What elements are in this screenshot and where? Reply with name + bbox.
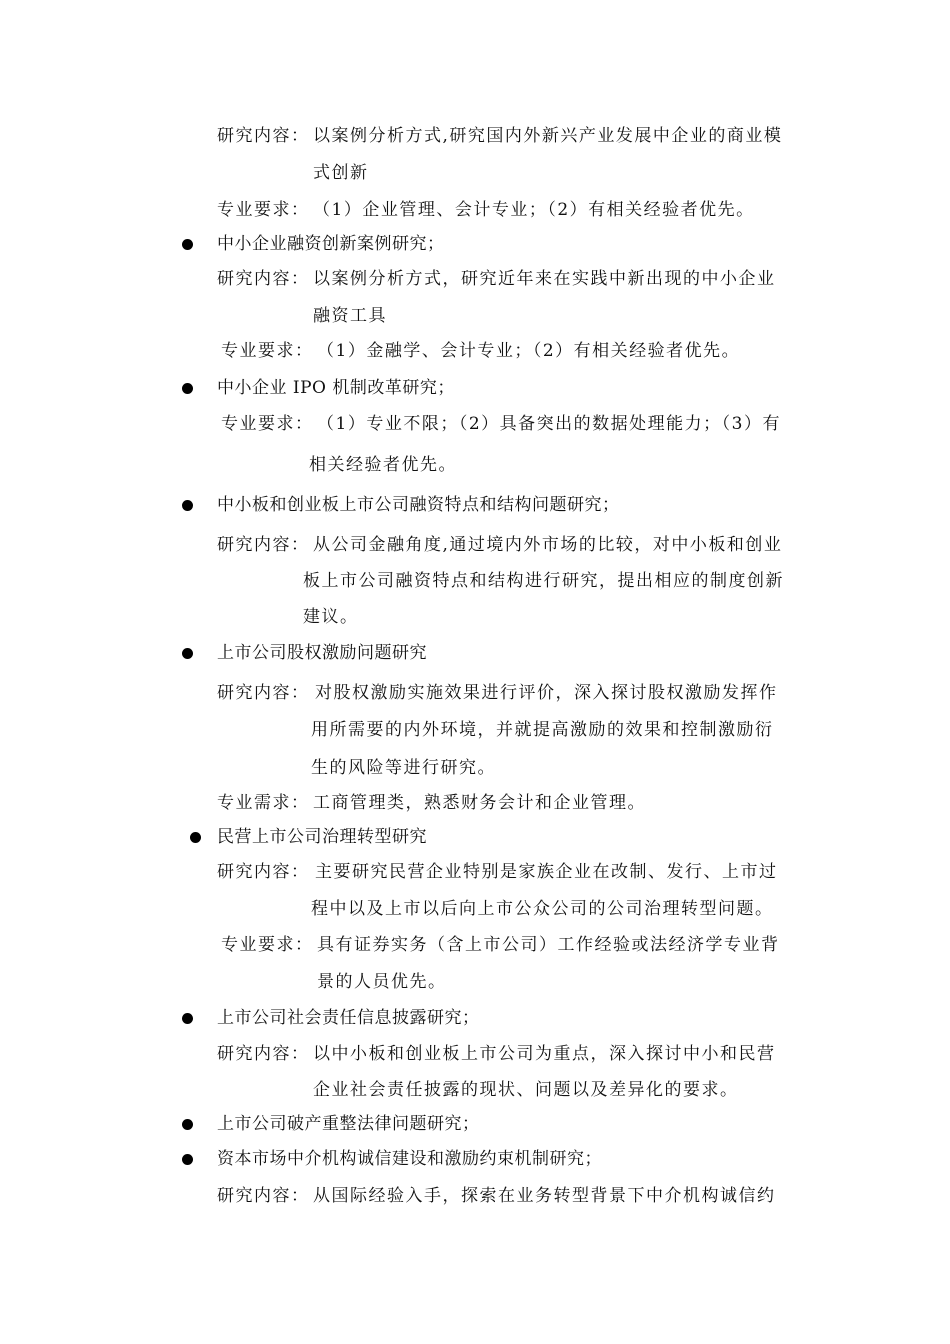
content-text: 以案例分析方式，研究近年来在实践中新出现的中小企业 bbox=[313, 269, 776, 289]
content-label: 研究内容： bbox=[217, 862, 310, 882]
content-text: 以案例分析方式,研究国内外新兴产业发展中企业的商业模 bbox=[313, 126, 783, 146]
content-text: 融资工具 bbox=[313, 306, 387, 326]
content-label: 研究内容： bbox=[217, 269, 310, 289]
requirement-text: （1）专业不限；（2）具备突出的数据处理能力；（3）有 bbox=[317, 414, 781, 434]
content-text: 用所需要的内外环境，并就提高激励的效果和控制激励衍 bbox=[311, 720, 774, 740]
bullet-icon bbox=[182, 239, 193, 250]
requirement-text: （1）金融学、会计专业；（2）有相关经验者优先。 bbox=[317, 341, 741, 361]
requirement-label: 专业要求： bbox=[221, 935, 314, 955]
requirement-label: 专业要求： bbox=[221, 341, 314, 361]
requirement-text: 相关经验者优先。 bbox=[309, 455, 457, 475]
content-text: 从国际经验入手，探索在业务转型背景下中介机构诚信约 bbox=[313, 1186, 776, 1206]
content-text: 主要研究民营企业特别是家族企业在改制、发行、上市过 bbox=[315, 862, 778, 882]
requirement-text: 景的人员优先。 bbox=[317, 972, 447, 992]
content-text: 对股权激励实施效果进行评价，深入探讨股权激励发挥作 bbox=[315, 683, 778, 703]
requirement-label: 专业要求： bbox=[217, 200, 310, 220]
requirement-label: 专业需求： bbox=[217, 793, 310, 813]
content-label: 研究内容： bbox=[217, 1044, 310, 1064]
content-text: 以中小板和创业板上市公司为重点，深入探讨中小和民营 bbox=[313, 1044, 776, 1064]
topic-title: 民营上市公司治理转型研究 bbox=[217, 827, 427, 847]
bullet-icon bbox=[182, 1154, 193, 1165]
topic-title: 上市公司股权激励问题研究 bbox=[217, 643, 427, 663]
bullet-icon bbox=[182, 383, 193, 394]
bullet-icon bbox=[190, 832, 201, 843]
content-label: 研究内容： bbox=[217, 535, 310, 555]
topic-title: 中小企业 IPO 机制改革研究； bbox=[217, 378, 455, 398]
bullet-icon bbox=[182, 648, 193, 659]
bullet-icon bbox=[182, 1013, 193, 1024]
content-text: 式创新 bbox=[313, 163, 369, 183]
requirement-text: 工商管理类，熟悉财务会计和企业管理。 bbox=[313, 793, 646, 813]
content-label: 研究内容： bbox=[217, 683, 310, 703]
requirement-label: 专业要求： bbox=[221, 414, 314, 434]
content-text: 企业社会责任披露的现状、问题以及差异化的要求。 bbox=[313, 1080, 739, 1100]
content-text: 板上市公司融资特点和结构进行研究，提出相应的制度创新 bbox=[303, 571, 784, 591]
topic-title: 上市公司破产重整法律问题研究； bbox=[217, 1114, 480, 1134]
requirement-text: 具有证券实务（含上市公司）工作经验或法经济学专业背 bbox=[317, 935, 780, 955]
content-text: 程中以及上市以后向上市公众公司的公司治理转型问题。 bbox=[311, 899, 774, 919]
content-text: 建议。 bbox=[303, 607, 359, 627]
topic-title: 上市公司社会责任信息披露研究； bbox=[217, 1008, 480, 1028]
topic-title: 中小企业融资创新案例研究； bbox=[217, 234, 445, 254]
content-text: 从公司金融角度,通过境内外市场的比较，对中小板和创业 bbox=[313, 535, 783, 555]
bullet-icon bbox=[182, 500, 193, 511]
topic-title: 中小板和创业板上市公司融资特点和结构问题研究； bbox=[217, 495, 620, 515]
topic-title: 资本市场中介机构诚信建设和激励约束机制研究； bbox=[217, 1149, 602, 1169]
content-label: 研究内容： bbox=[217, 1186, 310, 1206]
bullet-icon bbox=[182, 1119, 193, 1130]
requirement-text: （1）企业管理、会计专业；（2）有相关经验者优先。 bbox=[313, 200, 755, 220]
content-label: 研究内容： bbox=[217, 126, 310, 146]
content-text: 生的风险等进行研究。 bbox=[311, 758, 496, 778]
